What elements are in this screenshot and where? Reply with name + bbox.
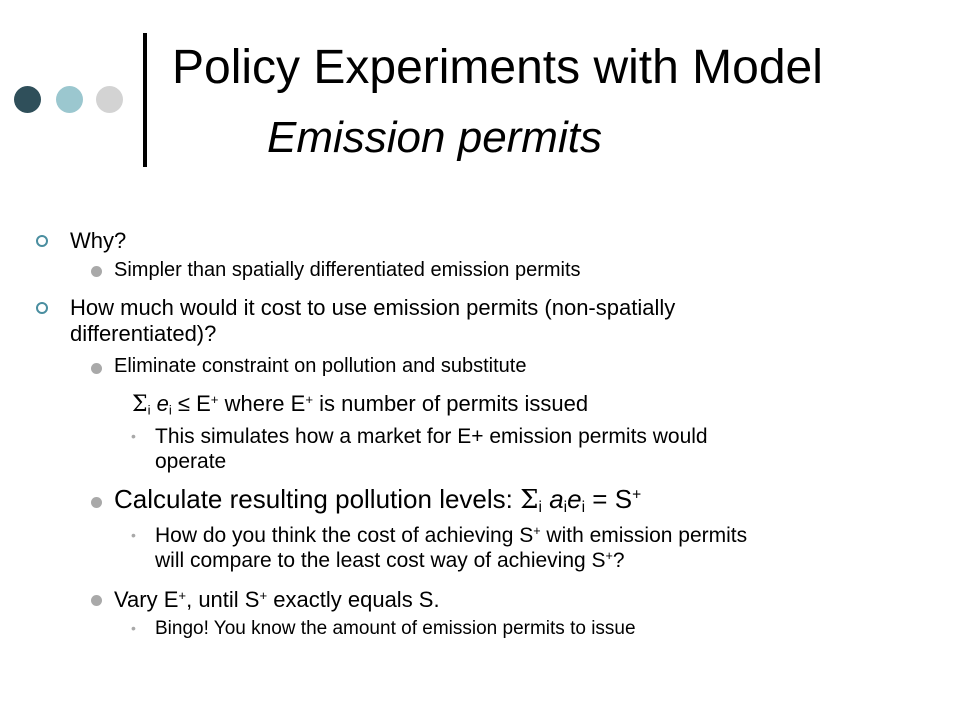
bullet-cost-line2: differentiated)? bbox=[70, 321, 217, 346]
formula-sup: + bbox=[305, 391, 314, 407]
vary-text: Vary E bbox=[114, 587, 179, 612]
bullet-why-sub: Simpler than spatially differentiated emission permits bbox=[114, 259, 581, 281]
formula-leq: ≤ E bbox=[171, 391, 211, 416]
vary-text: , until S bbox=[186, 587, 260, 612]
vary-text: exactly equals S. bbox=[267, 587, 440, 612]
compare-text: will compare to the least cost way of achieving S bbox=[155, 549, 606, 572]
slide-title: Policy Experiments with Model bbox=[172, 41, 823, 94]
calculate-sub: i bbox=[538, 498, 542, 516]
calculate-e: e bbox=[567, 484, 582, 514]
bullet-compare-line1 bbox=[155, 524, 747, 548]
bullet-compare-line2 bbox=[155, 549, 625, 573]
ring-bullet-icon bbox=[36, 235, 48, 247]
bullet-cost-line1: How much would it cost to use emission permits (non-spatially bbox=[70, 295, 676, 320]
slide-subtitle: Emission permits bbox=[267, 113, 602, 162]
permit-formula bbox=[132, 391, 588, 417]
ring-bullet-icon bbox=[36, 302, 48, 314]
calculate-text: Calculate resulting pollution levels: bbox=[114, 484, 521, 514]
calculate-eq: = S bbox=[585, 484, 633, 514]
vary-sup: + bbox=[178, 587, 187, 603]
dark-dot bbox=[14, 86, 41, 113]
bullet-ball-icon bbox=[91, 497, 102, 508]
sigma-symbol: Σ bbox=[520, 485, 539, 515]
bullet-why: Why? bbox=[70, 228, 127, 253]
formula-sub: i bbox=[168, 402, 172, 418]
dot-bullet-icon: • bbox=[131, 620, 136, 636]
gray-dot bbox=[96, 86, 123, 113]
calculate-a: a bbox=[541, 484, 564, 514]
compare-text: with emission permits bbox=[540, 524, 748, 547]
compare-text: ? bbox=[612, 549, 625, 572]
bullet-ball-icon bbox=[91, 266, 102, 277]
bullet-ball-icon bbox=[91, 363, 102, 374]
compare-text: How do you think the cost of achieving S bbox=[155, 524, 534, 547]
formula-mid: where E bbox=[218, 391, 306, 416]
dot-bullet-icon: • bbox=[131, 428, 136, 444]
sigma-symbol: Σ bbox=[132, 392, 148, 417]
teal-dot bbox=[56, 86, 83, 113]
vary-sup: + bbox=[259, 587, 268, 603]
formula-sup: + bbox=[210, 391, 219, 407]
bullet-calculate bbox=[114, 485, 641, 516]
compare-sup: + bbox=[533, 524, 541, 539]
formula-e: e bbox=[156, 391, 169, 416]
dot-bullet-icon: • bbox=[131, 527, 136, 543]
bullet-bingo: Bingo! You know the amount of emission permits to issue bbox=[155, 618, 636, 639]
calculate-sup: + bbox=[632, 486, 642, 504]
bullet-simulates-line2: operate bbox=[155, 450, 227, 473]
calculate-sub: i bbox=[563, 498, 568, 516]
bullet-simulates-line1: This simulates how a market for E+ emission permits would bbox=[155, 425, 708, 448]
compare-sup: + bbox=[605, 549, 613, 564]
bullet-vary bbox=[114, 587, 440, 612]
bullet-ball-icon bbox=[91, 595, 102, 606]
formula-rest: is number of permits issued bbox=[313, 391, 589, 416]
formula-sub: i bbox=[147, 402, 151, 418]
calculate-sub: i bbox=[581, 498, 586, 516]
title-divider bbox=[143, 33, 147, 167]
bullet-eliminate: Eliminate constraint on pollution and substitute bbox=[114, 355, 527, 377]
